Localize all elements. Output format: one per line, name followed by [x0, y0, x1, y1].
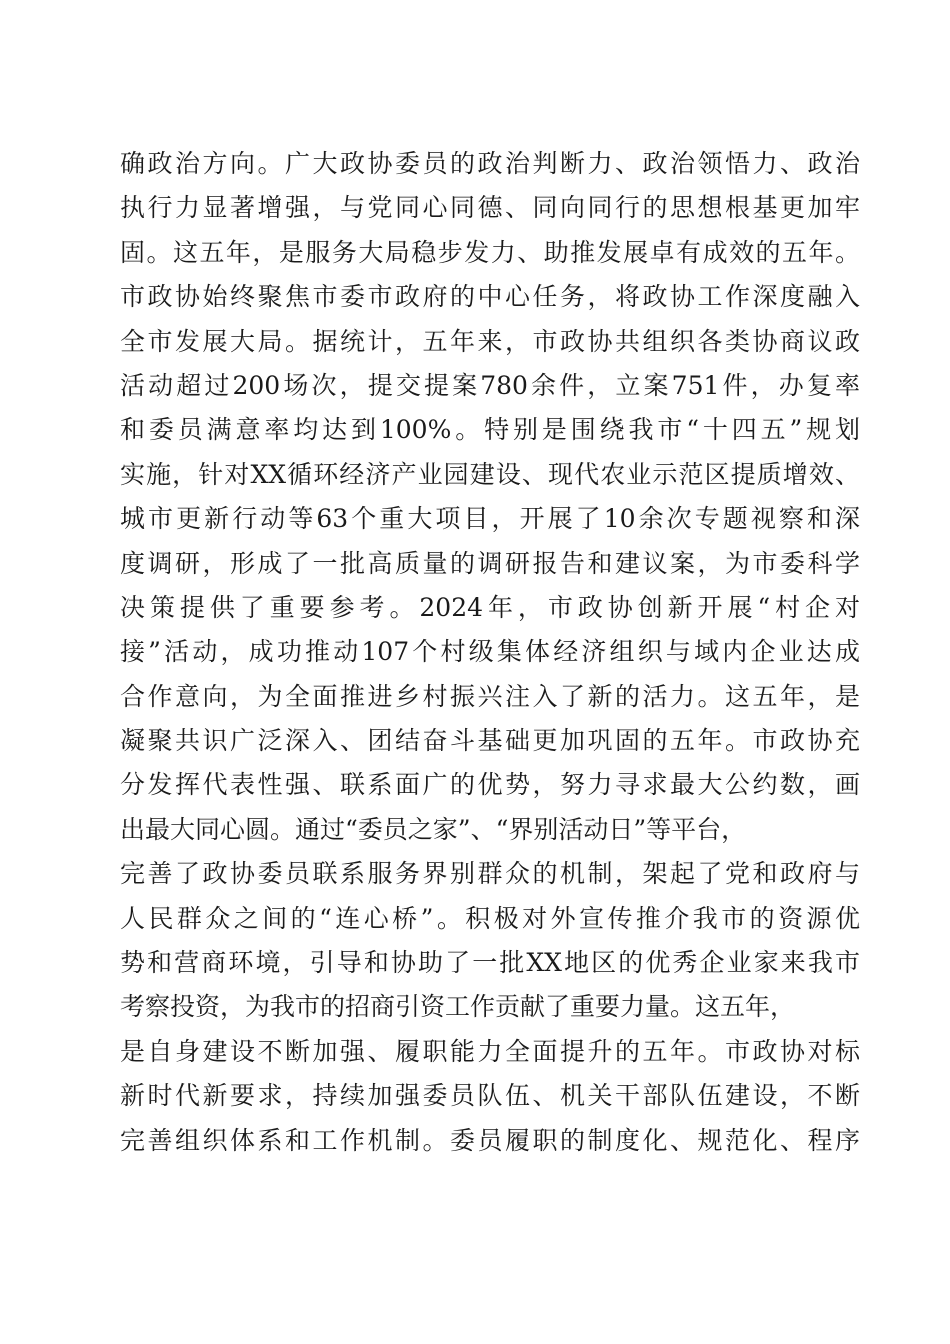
text-line: 度调研，形成了一批高质量的调研报告和建议案，为市委科学: [120, 548, 860, 578]
text-line: 市政协始终聚焦市委市政府的中心任务，将政协工作深度融入: [120, 282, 860, 312]
text-line: 完善组织体系和工作机制。委员履职的制度化、规范化、程序: [120, 1125, 860, 1155]
text-line: 决策提供了重要参考。2024年，市政协创新开展“村企对: [120, 592, 860, 622]
text-line: 势和营商环境，引导和协助了一批XX地区的优秀企业家来我市: [120, 948, 860, 978]
text-line: 接”活动，成功推动107个村级集体经济组织与域内企业达成: [120, 637, 860, 667]
text-line: 实施，针对XX循环经济产业园建设、现代农业示范区提质增效、: [120, 459, 860, 489]
text-line: 固。这五年，是服务大局稳步发力、助推发展卓有成效的五年。: [120, 237, 860, 267]
body-paragraph: [120, 142, 860, 1163]
text-line: 城市更新行动等63个重大项目，开展了10余次专题视察和深: [120, 504, 860, 534]
text-line: 完善了政协委员联系服务界别群众的机制，架起了党和政府与: [120, 859, 860, 889]
text-line: 是自身建设不断加强、履职能力全面提升的五年。市政协对标: [120, 1036, 860, 1066]
text-line: 合作意向，为全面推进乡村振兴注入了新的活力。这五年，是: [120, 681, 860, 711]
text-line: 和委员满意率均达到100%。特别是围绕我市“十四五”规划: [120, 415, 860, 445]
text-line: 全市发展大局。据统计，五年来，市政协共组织各类协商议政: [120, 326, 860, 356]
text-line: 新时代新要求，持续加强委员队伍、机关干部队伍建设，不断: [120, 1081, 860, 1111]
text-line: 执行力显著增强，与党同心同德、同向同行的思想根基更加牢: [120, 193, 860, 223]
text-line: 确政治方向。广大政协委员的政治判断力、政治领悟力、政治: [120, 149, 860, 178]
text-line: 人民群众之间的“连心桥”。积极对外宣传推介我市的资源优: [120, 903, 860, 933]
text-line: 考察投资，为我市的招商引资工作贡献了重要力量。这五年，: [120, 992, 796, 1022]
text-line: 出最大同心圆。通过“委员之家”、“界别活动日”等平台，: [120, 814, 747, 844]
text-line: 凝聚共识广泛深入、团结奋斗基础更加巩固的五年。市政协充: [120, 726, 860, 756]
text-line: 分发挥代表性强、联系面广的优势，努力寻求最大公约数，画: [120, 770, 860, 800]
text-line: 活动超过200场次，提交提案780余件，立案751件，办复率: [120, 370, 860, 400]
